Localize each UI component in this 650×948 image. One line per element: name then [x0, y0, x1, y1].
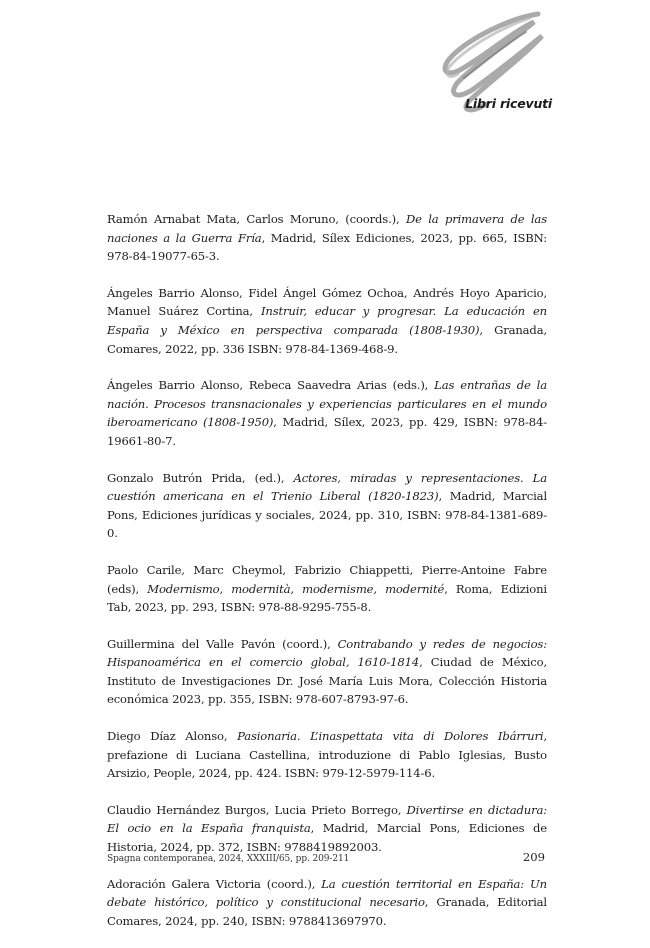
section-label: Libri ricevuti	[465, 96, 552, 111]
journal-citation: Spagna contemporanea, 2024, XXXIII/65, pp. 209-211	[107, 854, 350, 864]
entry-authors: Ramón Arnabat Mata, Carlos Moruno, (coords.),	[107, 212, 406, 226]
entry-details: , Madrid, Marcial Pons, Ediciones jurídicas y sociales, 2024, pp. 310, ISBN: 978-84-1381-689-0.	[107, 489, 548, 541]
entry-title: Actores, miradas y representaciones. La cuestión americana en el Trienio Liberal (1820-1823)	[107, 470, 547, 504]
entry-details: , Granada, Comares, 2022, pp. 336 ISBN: 978-84-1369-468-9.	[107, 322, 548, 356]
entry-details: , Granada, Editorial Comares, 2024, pp. 240, ISBN: 9788413697970.	[107, 895, 547, 928]
entry-details: , prefazione di Luciana Castellina, introduzione di Pablo Iglesias, Busto Arsizio, People, 2024, pp. 424. ISBN: 979-12-5979-114-6.	[107, 729, 547, 781]
book-entry	[107, 727, 547, 783]
book-entry	[107, 561, 547, 617]
entry-authors: Guillermina del Valle Pavón (coord.),	[107, 636, 338, 651]
entry-authors: Diego Díaz Alonso,	[107, 729, 238, 744]
book-entry	[107, 875, 547, 931]
entry-details: , Roma, Edizioni Tab, 2023, pp. 293, ISBN: 978-88-9295-755-8.	[107, 581, 547, 615]
book-entry	[107, 376, 547, 450]
entry-authors: Ángeles Barrio Alonso, Rebeca Saavedra Arias (eds.),	[107, 378, 435, 393]
entry-details: , Ciudad de México, Instituto de Investigaciones Dr. José María Luis Mora, Colección Historia económica 2023, pp. 355, ISBN: 978-607-8793-97-6.	[107, 655, 547, 707]
entry-title: Contrabando y redes de negocios: Hispanoamérica en el comercio global, 1610-1814	[107, 636, 547, 670]
entry-title: Instruir, educar y progresar. La educación en España y México en perspectiva comparada (1808-1930)	[107, 304, 547, 337]
entry-title: Pasionaria. L’inaspettata vita di Dolores Ibárruri	[237, 729, 544, 744]
entry-authors: Ángeles Barrio Alonso, Fidel Ángel Gómez Ochoa, Andrés Hoyo Aparicio, Manuel Suárez Cortina,	[107, 285, 547, 319]
entry-title: Divertirse en dictadura: El ocio en la España franquista	[107, 802, 547, 836]
entry-details: , Madrid, Sílex Ediciones, 2023, pp. 665, ISBN: 978-84-19077-65-3.	[107, 230, 548, 264]
received-books-list	[107, 210, 547, 948]
book-entry	[107, 210, 547, 266]
page-number: 209	[522, 850, 545, 864]
entry-authors: Paolo Carile, Marc Cheymol, Fabrizio Chiappetti, Pierre-Antoine Fabre (eds),	[107, 562, 547, 596]
entry-authors: Adoración Galera Victoria (coord.),	[107, 876, 322, 891]
entry-title: Las entrañas de la nación. Procesos transnacionales y experiencias particulares en el mundo iberoamericano (1808-1950)	[107, 378, 547, 430]
book-entry	[107, 635, 547, 709]
entry-title: De la primavera de las naciones a la Guerra Fría	[107, 212, 547, 245]
entry-details: , Madrid, Sílex, 2023, pp. 429, ISBN: 978-84-19661-80-7.	[107, 415, 547, 448]
book-entry	[107, 284, 547, 358]
entry-title: La cuestión territorial en España: Un debate histórico, político y constitucional necesario	[107, 876, 547, 910]
entry-authors: Gonzalo Butrón Prida, (ed.),	[107, 470, 294, 485]
entry-title: Modernismo, modernità, modernisme, modernité	[147, 581, 445, 596]
book-entry	[107, 469, 547, 543]
entry-authors: Claudio Hernández Burgos, Lucia Prieto Borrego,	[107, 802, 407, 817]
book-entry	[107, 801, 547, 857]
entry-details: , Madrid, Marcial Pons, Ediciones de Historia, 2024, pp. 372, ISBN: 9788419892003.	[107, 821, 547, 855]
